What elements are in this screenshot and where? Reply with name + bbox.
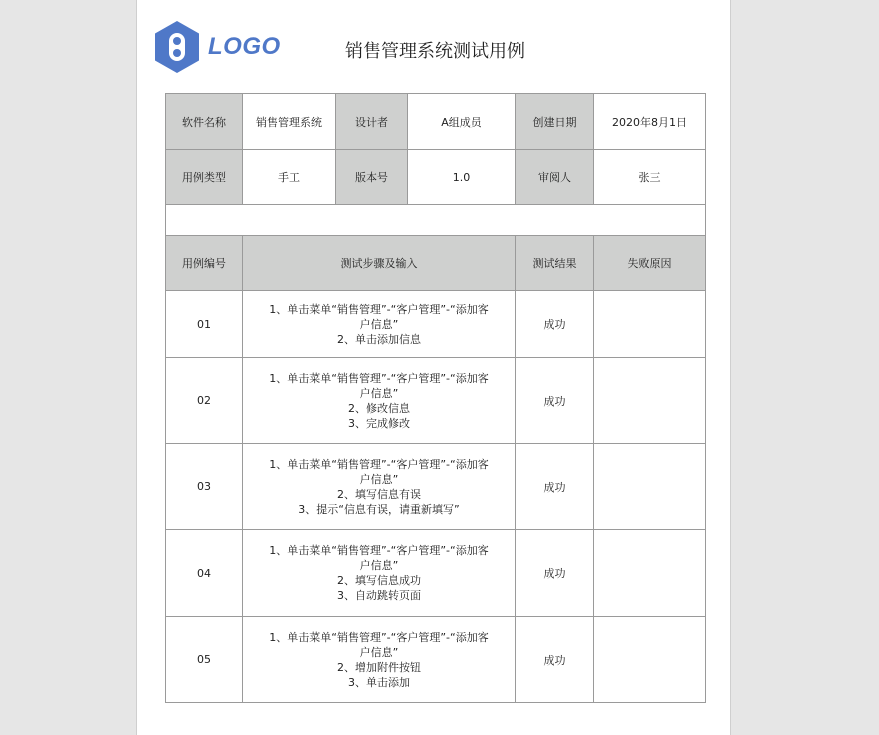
spacer-row bbox=[166, 205, 706, 236]
case-result: 成功 bbox=[516, 530, 594, 617]
step-line: 2、增加附件按钮 bbox=[337, 660, 421, 674]
header-failure-reason: 失败原因 bbox=[594, 236, 706, 291]
document-page bbox=[136, 0, 731, 735]
case-id: 01 bbox=[166, 291, 243, 358]
step-line: 户信息” bbox=[359, 472, 399, 486]
case-failure-reason bbox=[594, 291, 706, 358]
logo-text: LOGO bbox=[208, 33, 281, 60]
case-steps bbox=[243, 291, 516, 358]
info-row-2 bbox=[166, 150, 706, 205]
info-label-case-type: 用例类型 bbox=[166, 150, 243, 205]
case-steps bbox=[243, 617, 516, 703]
step-line: 1、单击菜单“销售管理”-“客户管理”-“添加客 bbox=[269, 302, 489, 316]
case-result: 成功 bbox=[516, 358, 594, 444]
document-title: 销售管理系统测试用例 bbox=[345, 41, 525, 62]
case-failure-reason bbox=[594, 444, 706, 530]
step-line: 2、填写信息成功 bbox=[337, 574, 421, 587]
step-line: 2、单击添加信息 bbox=[337, 332, 421, 346]
info-label-software-name: 软件名称 bbox=[166, 94, 243, 150]
info-value-version: 1.0 bbox=[408, 150, 516, 205]
header-result: 测试结果 bbox=[516, 236, 594, 291]
info-label-created-date: 创建日期 bbox=[516, 94, 594, 150]
case-steps bbox=[243, 358, 516, 444]
header-steps: 测试步骤及输入 bbox=[243, 236, 516, 291]
case-failure-reason bbox=[594, 530, 706, 617]
step-line: 1、单击菜单“销售管理”-“客户管理”-“添加客 bbox=[269, 544, 489, 557]
step-line: 户信息” bbox=[359, 386, 399, 400]
step-line: 3、完成修改 bbox=[348, 416, 410, 430]
case-result: 成功 bbox=[516, 444, 594, 530]
step-line: 户信息” bbox=[359, 317, 399, 331]
header-case-id: 用例编号 bbox=[166, 236, 243, 291]
info-label-designer: 设计者 bbox=[336, 94, 408, 150]
info-value-reviewer: 张三 bbox=[594, 150, 706, 205]
case-steps bbox=[243, 530, 516, 617]
test-case-table bbox=[165, 93, 706, 703]
info-row-1 bbox=[166, 94, 706, 150]
step-line: 1、单击菜单“销售管理”-“客户管理”-“添加客 bbox=[269, 630, 489, 644]
case-result: 成功 bbox=[516, 291, 594, 358]
case-id: 04 bbox=[166, 530, 243, 617]
case-failure-reason bbox=[594, 358, 706, 444]
case-steps bbox=[243, 444, 516, 530]
info-value-designer: A组成员 bbox=[408, 94, 516, 150]
step-line: 3、提示“信息有误，请重新填写” bbox=[298, 502, 460, 516]
step-line: 1、单击菜单“销售管理”-“客户管理”-“添加客 bbox=[269, 371, 489, 385]
logo-icon bbox=[153, 20, 201, 74]
info-label-reviewer: 审阅人 bbox=[516, 150, 594, 205]
step-line: 1、单击菜单“销售管理”-“客户管理”-“添加客 bbox=[269, 457, 489, 471]
step-line: 户信息” bbox=[359, 559, 399, 572]
step-line: 3、单击添加 bbox=[348, 675, 410, 689]
step-line: 户信息” bbox=[359, 645, 399, 659]
spacer-cell bbox=[166, 205, 706, 236]
case-id: 03 bbox=[166, 444, 243, 530]
table-row bbox=[166, 530, 706, 617]
info-value-case-type: 手工 bbox=[243, 150, 336, 205]
table-row bbox=[166, 444, 706, 530]
table-row bbox=[166, 358, 706, 444]
table-row bbox=[166, 291, 706, 358]
step-line: 3、自动跳转页面 bbox=[337, 589, 421, 602]
case-id: 02 bbox=[166, 358, 243, 444]
info-label-version: 版本号 bbox=[336, 150, 408, 205]
step-line: 2、填写信息有误 bbox=[337, 487, 421, 501]
info-value-created-date: 2020年8月1日 bbox=[594, 94, 706, 150]
case-id: 05 bbox=[166, 617, 243, 703]
table-row bbox=[166, 617, 706, 703]
case-failure-reason bbox=[594, 617, 706, 703]
info-value-software-name: 销售管理系统 bbox=[243, 94, 336, 150]
case-header-row bbox=[166, 236, 706, 291]
case-result: 成功 bbox=[516, 617, 594, 703]
step-line: 2、修改信息 bbox=[348, 401, 410, 415]
